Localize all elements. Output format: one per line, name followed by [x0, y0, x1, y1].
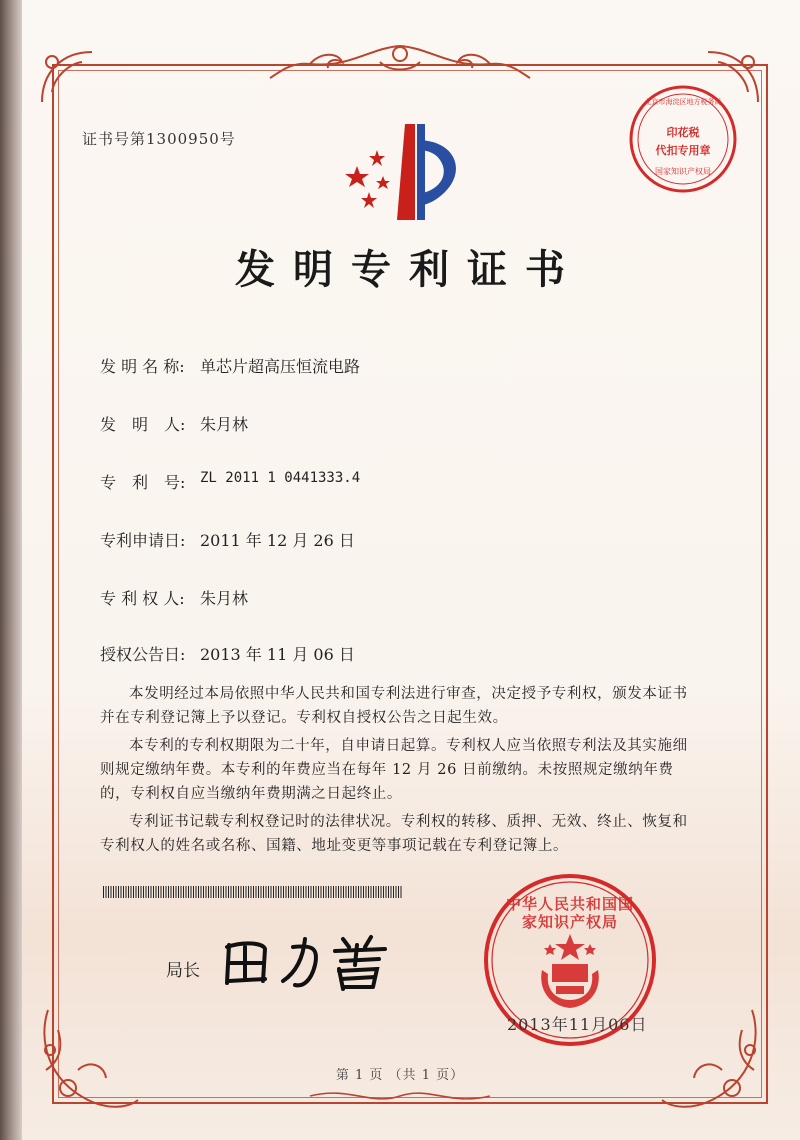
tax-stamp-line-2: 代扣专用章 — [655, 144, 711, 157]
body-paragraph-3: 专利证书记载专利权登记时的法律状况。专利权的转移、质押、无效、终止、恢复和专利权人的姓名或名称、国籍、地址变更等事项记载在专利登记簿上。 — [100, 814, 688, 854]
field-value: 2011 年 12 月 26 日 — [200, 531, 355, 550]
bottom-ornament — [300, 1084, 500, 1108]
corner-ornament-top-left — [32, 42, 102, 112]
field-patentee — [100, 586, 248, 609]
tax-stamp-arc-label: 北京市海淀区地方税务局 — [644, 98, 722, 106]
barcode — [103, 886, 403, 898]
field-value: 单芯片超高压恒流电路 — [200, 357, 361, 376]
body-paragraph-1: 本发明经过本局依照中华人民共和国专利法进行审查，决定授予专利权，颁发本证书并在专利登记簿上予以登记。专利权自授权公告之日起生效。 — [100, 686, 688, 726]
director-signature — [215, 925, 405, 995]
field-value: 2013 年 11 月 06 日 — [200, 645, 355, 664]
corner-ornament-bottom-left — [28, 1000, 148, 1120]
field-label: 专 利 权 人: — [100, 589, 185, 608]
tax-stamp-line-1: 印花税 — [666, 126, 700, 139]
field-patent-number — [100, 470, 360, 493]
certificate-title: 发明专利证书 — [235, 246, 583, 293]
corner-ornament-bottom-right — [652, 1000, 772, 1120]
field-label: 发 明 人: — [100, 415, 186, 434]
patent-office-logo — [335, 120, 465, 230]
certificate-number: 证书号第1300950号 — [82, 130, 236, 148]
certificate-body — [100, 682, 700, 862]
tax-stamp-text — [628, 98, 738, 107]
field-inventor — [100, 412, 248, 435]
field-value: 朱月林 — [200, 589, 249, 608]
field-label: 授权公告日: — [100, 645, 186, 664]
body-paragraph-2: 本专利的专利权期限为二十年，自申请日起算。专利权人应当依照专利法及其实施细则规定缴纳年费。本专利的年费应当在每年 12 月 26 日前缴纳。未按照规定缴纳年费的，专利权自应当缴纳年费期满之日起终止。 — [100, 738, 688, 802]
field-value: ZL 2011 1 0441333.4 — [200, 470, 361, 486]
field-label: 专 利 号: — [100, 473, 186, 492]
field-invention-name — [100, 354, 360, 377]
page-footer: 第 1 页 （共 1 页） — [335, 1068, 465, 1083]
field-application-date — [100, 528, 355, 551]
book-spine-shadow — [0, 0, 22, 1140]
official-seal-text: 中华人民共和国国家知识产权局 — [505, 895, 634, 931]
field-grant-date — [100, 642, 355, 665]
top-ornament — [250, 38, 550, 88]
director-label: 局长 — [166, 961, 200, 981]
field-label: 专利申请日: — [100, 531, 186, 550]
field-label: 发 明 名 称: — [100, 357, 185, 376]
seal-date: 2013年11月06日 — [507, 1015, 648, 1034]
field-value: 朱月林 — [200, 415, 249, 434]
tax-stamp-bottom-label: 国家知识产权局 — [655, 167, 711, 176]
